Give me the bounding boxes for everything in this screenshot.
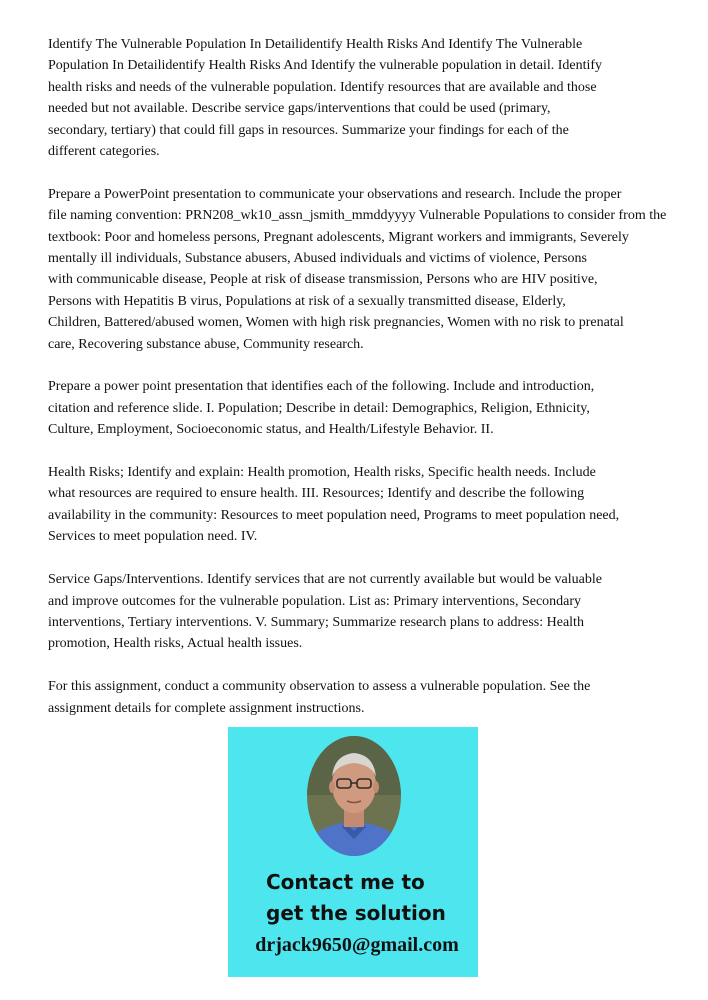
paragraph-assignment <box>48 676 688 719</box>
text-line: Culture, Employment, Socioeconomic status, and Health/Lifestyle Behavior. II. <box>48 422 494 438</box>
text-line: Prepare a PowerPoint presentation to communicate your observations and research. Include the proper <box>48 186 622 202</box>
paragraph-population <box>48 376 688 440</box>
text-line: and improve outcomes for the vulnerable population. List as: Primary interventions, Secondary <box>48 593 582 609</box>
paragraph-health-risks <box>48 462 688 548</box>
text-line: assignment details for complete assignment instructions. <box>48 700 365 716</box>
text-line: Population In Detailidentify Health Risks And Identify the vulnerable population in detail. Identify <box>48 58 603 74</box>
text-line: Persons with Hepatitis B virus, Populations at risk of a sexually transmitted disease, Elderly, <box>48 293 566 309</box>
contact-line-2: get the solution <box>266 901 446 925</box>
contact-heading <box>266 867 466 929</box>
text-line: availability in the community: Resources to meet population need, Programs to meet population need, <box>48 507 620 523</box>
text-line: interventions, Tertiary interventions. V. Summary; Summarize research plans to address: Health <box>48 614 584 630</box>
text-line: promotion, Health risks, Actual health issues. <box>48 636 303 652</box>
text-line: needed but not available. Describe service gaps/interventions that could be used (primary, <box>48 101 551 117</box>
text-line: secondary, tertiary) that could fill gaps in resources. Summarize your findings for each of the <box>48 122 569 138</box>
paragraph-overview <box>48 34 688 162</box>
text-line: different categories. <box>48 144 160 160</box>
text-line: Identify The Vulnerable Population In Detailidentify Health Risks And Identify The Vulnerable <box>48 37 583 52</box>
paragraph-service-gaps <box>48 569 688 655</box>
person-portrait-icon <box>306 735 402 857</box>
text-line: what resources are required to ensure health. III. Resources; Identify and describe the following <box>48 486 585 502</box>
paragraph-powerpoint <box>48 184 688 355</box>
text-line: Service Gaps/Interventions. Identify services that are not currently available but would be valuable <box>48 572 602 588</box>
text-line: care, Recovering substance abuse, Community research. <box>48 336 364 352</box>
text-line: Health Risks; Identify and explain: Health promotion, Health risks, Specific health needs. Include <box>48 465 596 481</box>
text-line: with communicable disease, People at risk of disease transmission, Persons who are HIV positive, <box>48 272 598 288</box>
contact-advertisement[interactable] <box>228 727 478 977</box>
text-line: For this assignment, conduct a community observation to assess a vulnerable population. See the <box>48 679 591 695</box>
document-body <box>48 34 688 719</box>
text-line: health risks and needs of the vulnerable population. Identify resources that are available and those <box>48 79 597 95</box>
text-line: textbook: Poor and homeless persons, Pregnant adolescents, Migrant workers and immigrants, Severely <box>48 229 629 245</box>
contact-email[interactable]: drjack9650@gmail.com <box>255 934 459 956</box>
contact-line-1: Contact me to <box>266 870 425 894</box>
text-line: Prepare a power point presentation that identifies each of the following. Include and introduction, <box>48 379 595 395</box>
text-line: file naming convention: PRN208_wk10_assn_jsmith_mmddyyyy Vulnerable Populations to consider from the <box>48 208 667 224</box>
text-line: citation and reference slide. I. Population; Describe in detail: Demographics, Religion, Ethnicity, <box>48 400 590 416</box>
text-line: Services to meet population need. IV. <box>48 529 258 545</box>
text-line: mentally ill individuals, Substance abusers, Abused individuals and victims of violence, Persons <box>48 251 587 267</box>
text-line: Children, Battered/abused women, Women with high risk pregnancies, Women with no risk to prenatal <box>48 315 624 331</box>
